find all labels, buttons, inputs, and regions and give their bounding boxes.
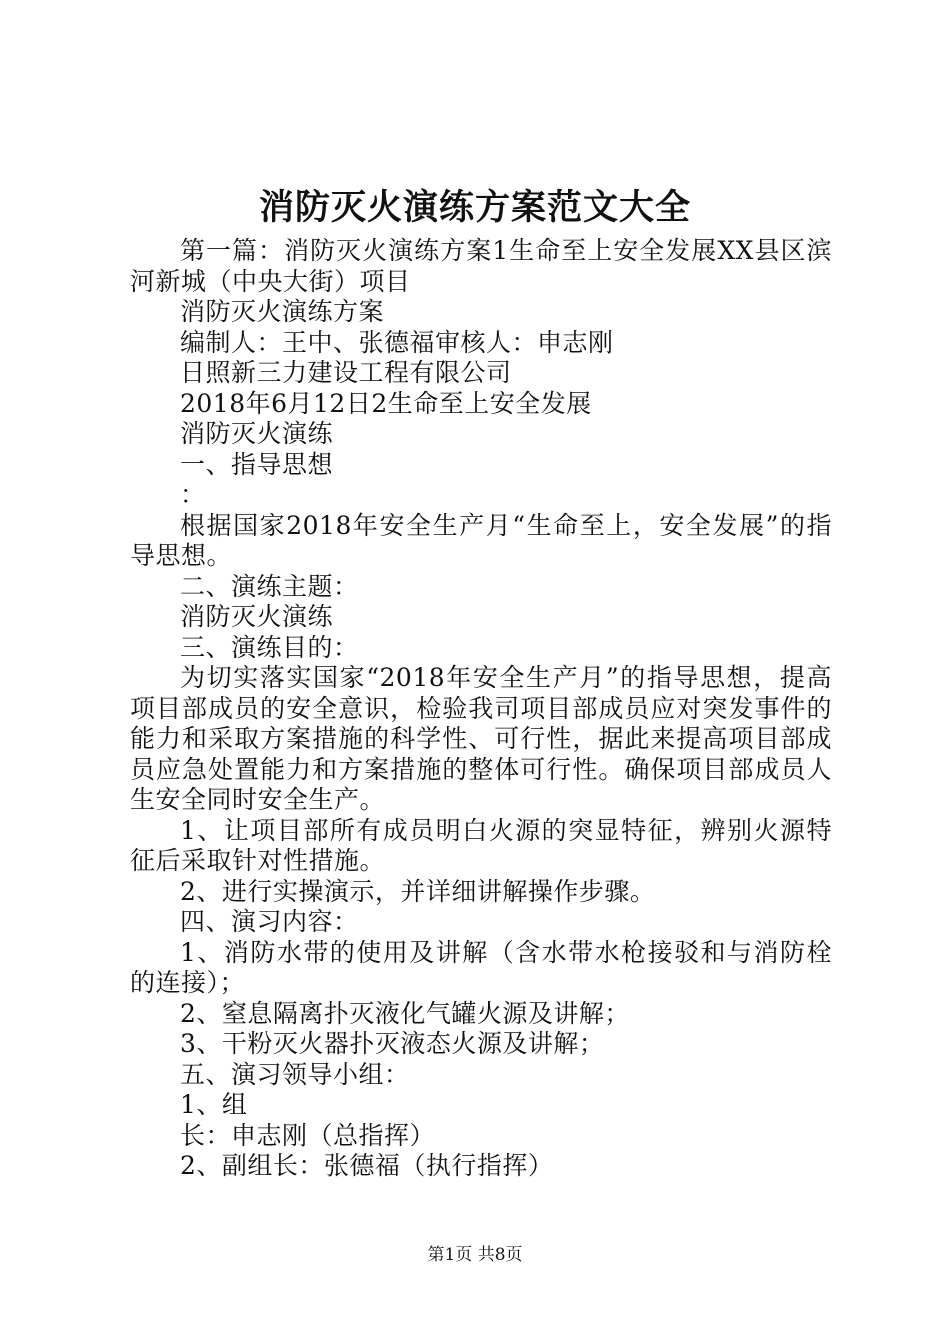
paragraph: 日照新三力建设工程有限公司 — [180, 358, 512, 387]
paragraph: 2018年6月12日2生命至上安全发展 — [180, 388, 592, 418]
list-item: 长：申志刚（总指挥） — [180, 1120, 436, 1150]
section-heading: 四、演习内容： — [180, 907, 359, 936]
paragraph: 编制人：王中、张德福审核人：申志刚 — [180, 327, 614, 357]
list-item: 1、组 — [180, 1090, 248, 1119]
page-number-footer: 第1页 共8页 — [427, 1245, 523, 1265]
paragraph: 消防灭火演练方案 — [180, 297, 385, 326]
list-item: 3、干粉灭火器扑灭液态火源及讲解； — [180, 1029, 605, 1058]
list-item: 2、副组长：张德福（执行指挥） — [180, 1151, 554, 1180]
section-heading: 二、演练主题： — [180, 571, 359, 601]
list-item: 2、进行实操演示，并详细讲解操作步骤。 — [180, 876, 656, 906]
list-item: 2、窒息隔离扑灭液化气罐火源及讲解； — [180, 998, 630, 1028]
paragraph: 消防灭火演练 — [180, 602, 334, 631]
list-item: 1、消防水带的使用及讲解（含水带水枪接驳和与消防栓的连接）； — [130, 937, 832, 997]
document-title: 消防灭火演练方案范文大全 — [258, 187, 691, 228]
paragraph: ： — [180, 480, 206, 509]
section-heading: 五、演习领导小组： — [180, 1059, 410, 1089]
paragraph: 消防灭火演练 — [180, 419, 334, 448]
paragraph: 第一篇：消防灭火演练方案1生命至上安全发展XX县区滨河新城（中央大街）项目 — [130, 236, 832, 296]
document-body — [130, 236, 832, 1182]
list-item: 1、让项目部所有成员明白火源的突显特征，辨别火源特征后采取针对性措施。 — [130, 815, 832, 875]
paragraph: 根据国家2018年安全生产月“生命至上，安全发展”的指导思想。 — [130, 510, 832, 570]
section-heading: 三、演练目的： — [180, 632, 359, 662]
paragraph: 为切实落实国家“2018年安全生产月”的指导思想，提高项目部成员的安全意识，检验我司项目部成员应对突发事件的能力和采取方案措施的科学性、可行性，据此来提高项目部成员应急处置能力和方案措施的整体可行性。确保项目部成员人生安全同时安全生产。 — [130, 663, 832, 814]
section-heading: 一、指导思想 — [180, 449, 334, 479]
